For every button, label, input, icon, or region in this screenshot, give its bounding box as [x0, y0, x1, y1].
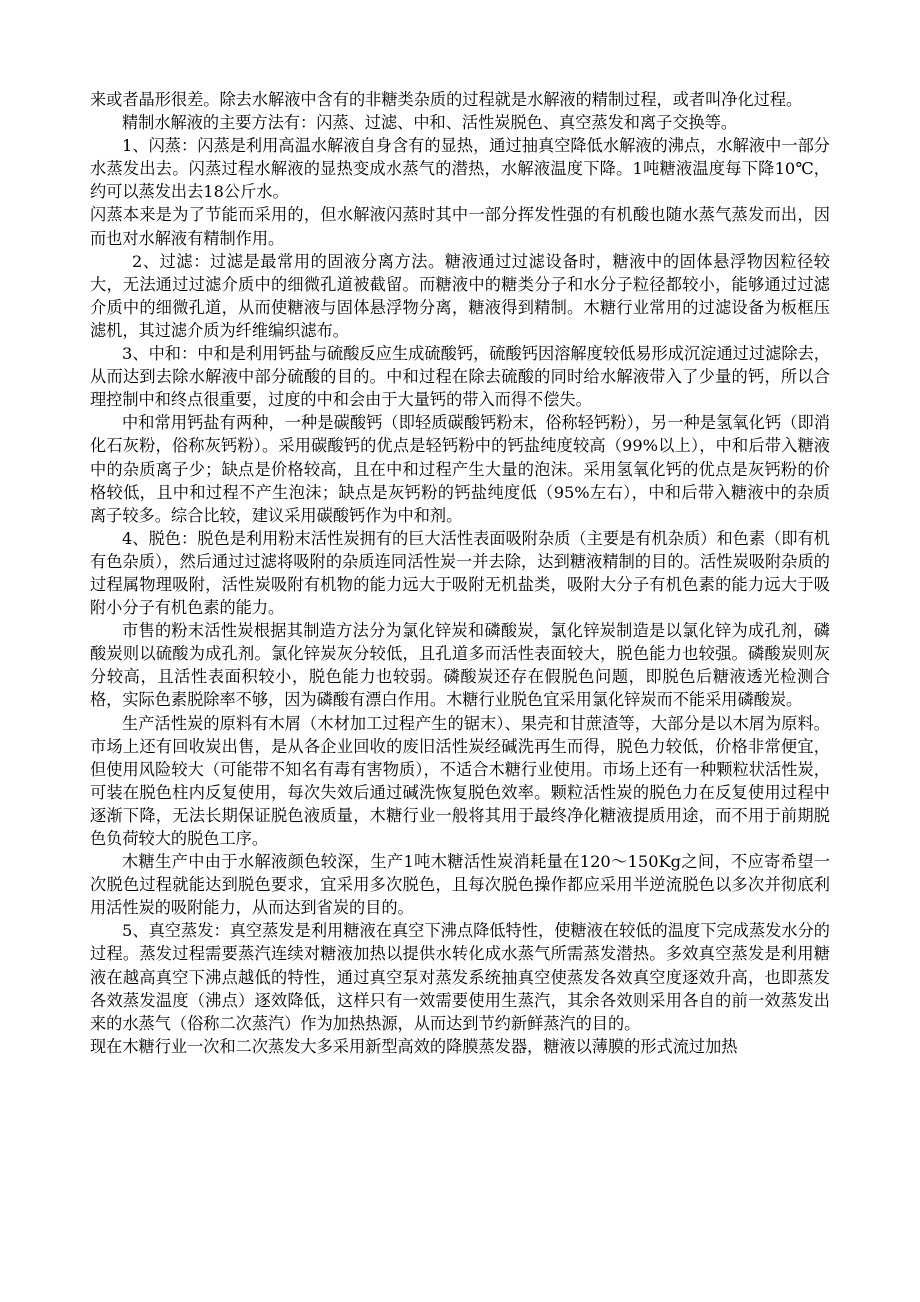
paragraph-filtration: 2、过滤：过滤是最常用的固液分离方法。糖液通过过滤设备时，糖液中的固体悬浮物因粒径较大，无法通过过滤介质中的细微孔道被截留。而糖液中的糖类分子和水分子粒径都较小，能够通过过滤介质中的细微孔道，从而使糖液与固体悬浮物分离，糖液得到精制。木糖行业常用的过滤设备为板框压滤机，其过滤介质为纤维编织滤布。: [90, 251, 830, 340]
paragraph-carbon-raw-materials: 生产活性炭的原料有木屑（木材加工过程产生的锯末）、果壳和甘蔗渣等，大部分是以木屑为原料。市场上还有回收炭出售，是从各企业回收的废旧活性炭经碱洗再生而得，脱色力较低，价格非常便宜，但使用风险较大（可能带不知名有毒有害物质），不适合木糖行业使用。市场上还有一种颗粒状活性炭，可装在脱色柱内反复使用，每次失效后通过碱洗恢复脱色效率。颗粒活性炭的脱色力在反复使用过程中逐渐下降，无法长期保证脱色液质量，木糖行业一般将其用于最终净化糖液提质用途，而不用于前期脱色负荷较大的脱色工序。: [90, 713, 830, 848]
paragraph-carbon-consumption: 木糖生产中由于水解液颜色较深，生产1吨木糖活性炭消耗量在120～150Kg之间，不应寄希望一次脱色过程就能达到脱色要求，宜采用多次脱色，且每次脱色操作都应采用半逆流脱色以多次并彻底利用活性炭的吸附能力，从而达到省炭的目的。: [90, 852, 830, 918]
document-page: [90, 88, 830, 1058]
paragraph-methods-overview: 精制水解液的主要方法有：闪蒸、过滤、中和、活性炭脱色、真空蒸发和离子交换等。: [122, 113, 738, 133]
paragraph-neutralization: 3、中和：中和是利用钙盐与硫酸反应生成硫酸钙，硫酸钙因溶解度较低易形成沉淀通过过滤除去，从而达到去除水解液中部分硫酸的目的。中和过程在除去硫酸的同时给水解液带入了少量的钙，所以合理控制中和终点很重要，过度的中和会由于大量钙的带入而得不偿失。: [90, 344, 830, 410]
paragraph-calcium-salts: 中和常用钙盐有两种，一种是碳酸钙（即轻质碳酸钙粉末，俗称轻钙粉），另一种是氢氧化钙（即消化石灰粉，俗称灰钙粉）。采用碳酸钙的优点是轻钙粉中的钙盐纯度较高（99%以上），中和后带入糖液中的杂质离子少；缺点是价格较高，且在中和过程产生大量的泡沫。采用氢氧化钙的优点是灰钙粉的价格较低，且中和过程不产生泡沫；缺点是灰钙粉的钙盐纯度低（95%左右），中和后带入糖液中的杂质离子较多。综合比较，建议采用碳酸钙作为中和剂。: [90, 413, 830, 525]
paragraph-flash-evaporation: 1、闪蒸：闪蒸是利用高温水解液自身含有的显热，通过抽真空降低水解液的沸点，水解液中一部分水蒸发出去。闪蒸过程水解液的显热变成水蒸气的潜热，水解液温度下降。1吨糖液温度每下降10℃，约可以蒸发出去18公斤水。: [90, 136, 830, 202]
paragraph-intro-continuation: 来或者晶形很差。除去水解液中含有的非糖类杂质的过程就是水解液的精制过程，或者叫净化过程。: [90, 90, 803, 109]
paragraph-falling-film-evaporator: 现在木糖行业一次和二次蒸发大多采用新型高效的降膜蒸发器，糖液以薄膜的形式流过加热: [90, 1036, 738, 1056]
paragraph-activated-carbon-types: 市售的粉末活性炭根据其制造方法分为氯化锌炭和磷酸炭，氯化锌炭制造是以氯化锌为成孔剂，磷酸炭则以硫酸为成孔剂。氯化锌炭灰分较低，且孔道多而活性表面较大，脱色能力也较强。磷酸炭则灰分较高，且活性表面积较小，脱色能力也较弱。磷酸炭还存在假脱色问题，即脱色后糖液透光检测合格，实际色素脱除率不够，因为磷酸有漂白作用。木糖行业脱色宜采用氯化锌炭而不能采用磷酸炭。: [90, 621, 830, 710]
paragraph-decolorization: 4、脱色：脱色是利用粉末活性炭拥有的巨大活性表面吸附杂质（主要是有机杂质）和色素（即有机有色杂质），然后通过过滤将吸附的杂质连同活性炭一并去除，达到糖液精制的目的。活性炭吸附杂质的过程属物理吸附，活性炭吸附有机物的能力远大于吸附无机盐类，吸附大分子有机色素的能力远大于吸附小分子有机色素的能力。: [90, 528, 830, 618]
paragraph-vacuum-evaporation: 5、真空蒸发：真空蒸发是利用糖液在真空下沸点降低特性，使糖液在较低的温度下完成蒸发水分的过程。蒸发过程需要蒸汽连续对糖液加热以提供水转化成水蒸气所需蒸发潜热。多效真空蒸发是利用糖液在越高真空下沸点越低的特性，通过真空泵对蒸发系统抽真空使蒸发各效真空度逐效升高，也即蒸发各效蒸发温度（沸点）逐效降低，这样只有一效需要使用生蒸汽，其余各效则采用各自的前一效蒸发出来的水蒸气（俗称二次蒸汽）作为加热热源，从而达到节约新鲜蒸汽的目的。: [90, 921, 830, 1033]
paragraph-flash-purpose: 闪蒸本来是为了节能而采用的，但水解液闪蒸时其中一部分挥发性强的有机酸也随水蒸气蒸发而出，因而也对水解液有精制作用。: [90, 205, 830, 248]
